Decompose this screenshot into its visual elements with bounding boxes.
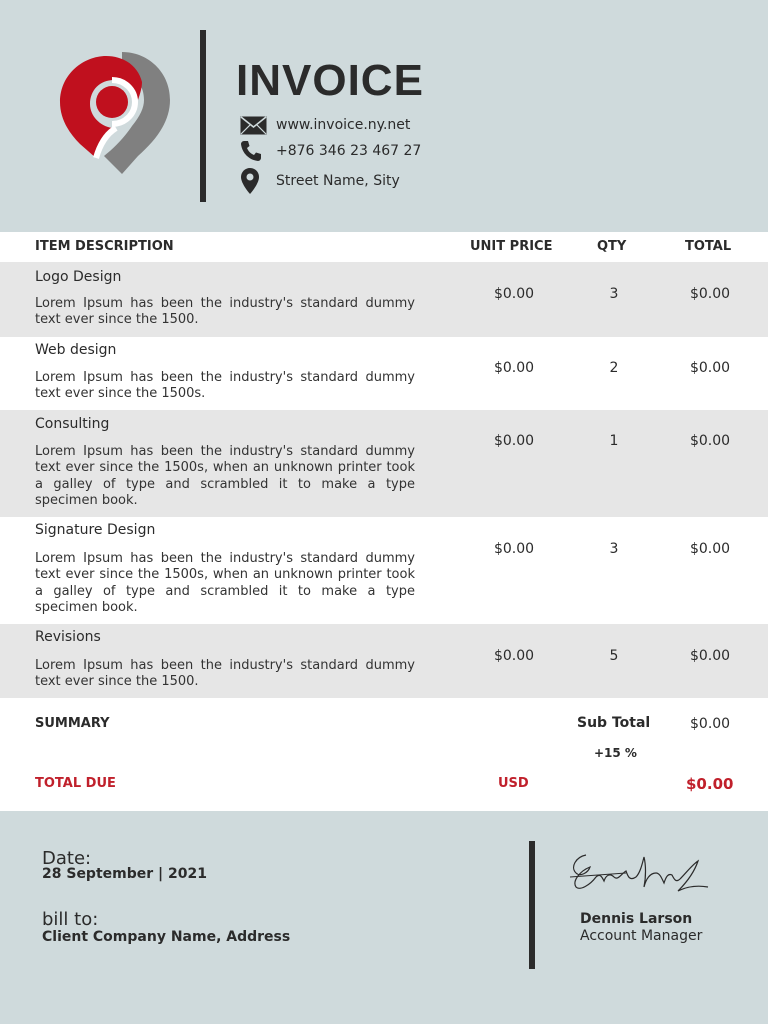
contact-phone — [240, 139, 421, 163]
signer-role: Account Manager — [580, 928, 703, 944]
col-header-total: TOTAL — [685, 239, 732, 254]
envelope-icon — [240, 113, 268, 137]
table-header — [0, 232, 768, 262]
summary-label: SUMMARY — [35, 716, 110, 731]
item-description: Lorem Ipsum has been the industry's standard dummy text ever since the 1500. — [35, 296, 415, 328]
invoice-title: INVOICE — [236, 56, 424, 105]
total-due-value: $0.00 — [686, 775, 734, 793]
item-name: Logo Design — [35, 269, 122, 285]
table-row — [0, 262, 768, 337]
footer-divider — [529, 841, 535, 969]
signer-name: Dennis Larson — [580, 911, 693, 927]
bill-to-value: Client Company Name, Address — [42, 929, 291, 945]
item-description: Lorem Ipsum has been the industry's standard dummy text ever since the 1500s, when an unknown printer took a galley of type and scrambled it to make a type specimen book. — [35, 444, 415, 508]
header-divider — [200, 30, 206, 202]
item-unit-price: $0.00 — [493, 433, 535, 449]
table-row — [0, 410, 768, 517]
item-description: Lorem Ipsum has been the industry's standard dummy text ever since the 1500s. — [35, 370, 415, 402]
table-row — [0, 337, 768, 410]
date-label: Date: — [42, 848, 92, 869]
signature-icon — [566, 843, 716, 903]
item-total: $0.00 — [689, 648, 731, 664]
item-total: $0.00 — [689, 541, 731, 557]
item-description: Lorem Ipsum has been the industry's standard dummy text ever since the 1500s, when an unknown printer took a galley of type and scrambled it to make a type specimen book. — [35, 551, 415, 615]
total-due-label: TOTAL DUE — [35, 776, 116, 791]
item-unit-price: $0.00 — [493, 360, 535, 376]
item-qty: 2 — [609, 360, 619, 376]
tax-rate: +15 % — [594, 746, 637, 760]
phone-icon — [240, 139, 268, 163]
subtotal-label: Sub Total — [577, 715, 651, 731]
item-qty: 3 — [609, 541, 619, 557]
item-qty: 5 — [609, 648, 619, 664]
item-name: Web design — [35, 342, 117, 358]
location-pin-logo-icon — [52, 44, 176, 178]
col-header-unit-price: UNIT PRICE — [470, 239, 553, 254]
table-row — [0, 517, 768, 624]
website-text: www.invoice.ny.net — [276, 117, 411, 133]
item-unit-price: $0.00 — [493, 648, 535, 664]
map-pin-icon — [240, 166, 268, 196]
item-total: $0.00 — [689, 360, 731, 376]
item-total: $0.00 — [689, 286, 731, 302]
address-text: Street Name, Sity — [276, 173, 400, 189]
contact-website — [240, 113, 410, 137]
bill-to-label: bill to: — [42, 909, 99, 930]
subtotal-value: $0.00 — [690, 716, 731, 732]
phone-text: +876 346 23 467 27 — [276, 143, 422, 159]
table-row — [0, 624, 768, 698]
item-description: Lorem Ipsum has been the industry's standard dummy text ever since the 1500. — [35, 658, 415, 690]
item-qty: 1 — [609, 433, 619, 449]
invoice-header — [0, 0, 768, 232]
item-unit-price: $0.00 — [493, 541, 535, 557]
item-name: Consulting — [35, 416, 110, 432]
col-header-qty: QTY — [597, 239, 627, 254]
currency-label: USD — [498, 776, 529, 791]
item-unit-price: $0.00 — [493, 286, 535, 302]
date-value: 28 September | 2021 — [42, 866, 207, 882]
item-name: Signature Design — [35, 522, 156, 538]
item-name: Revisions — [35, 629, 101, 645]
item-qty: 3 — [609, 286, 619, 302]
item-total: $0.00 — [689, 433, 731, 449]
col-header-description: ITEM DESCRIPTION — [35, 239, 174, 254]
contact-address — [240, 166, 400, 196]
